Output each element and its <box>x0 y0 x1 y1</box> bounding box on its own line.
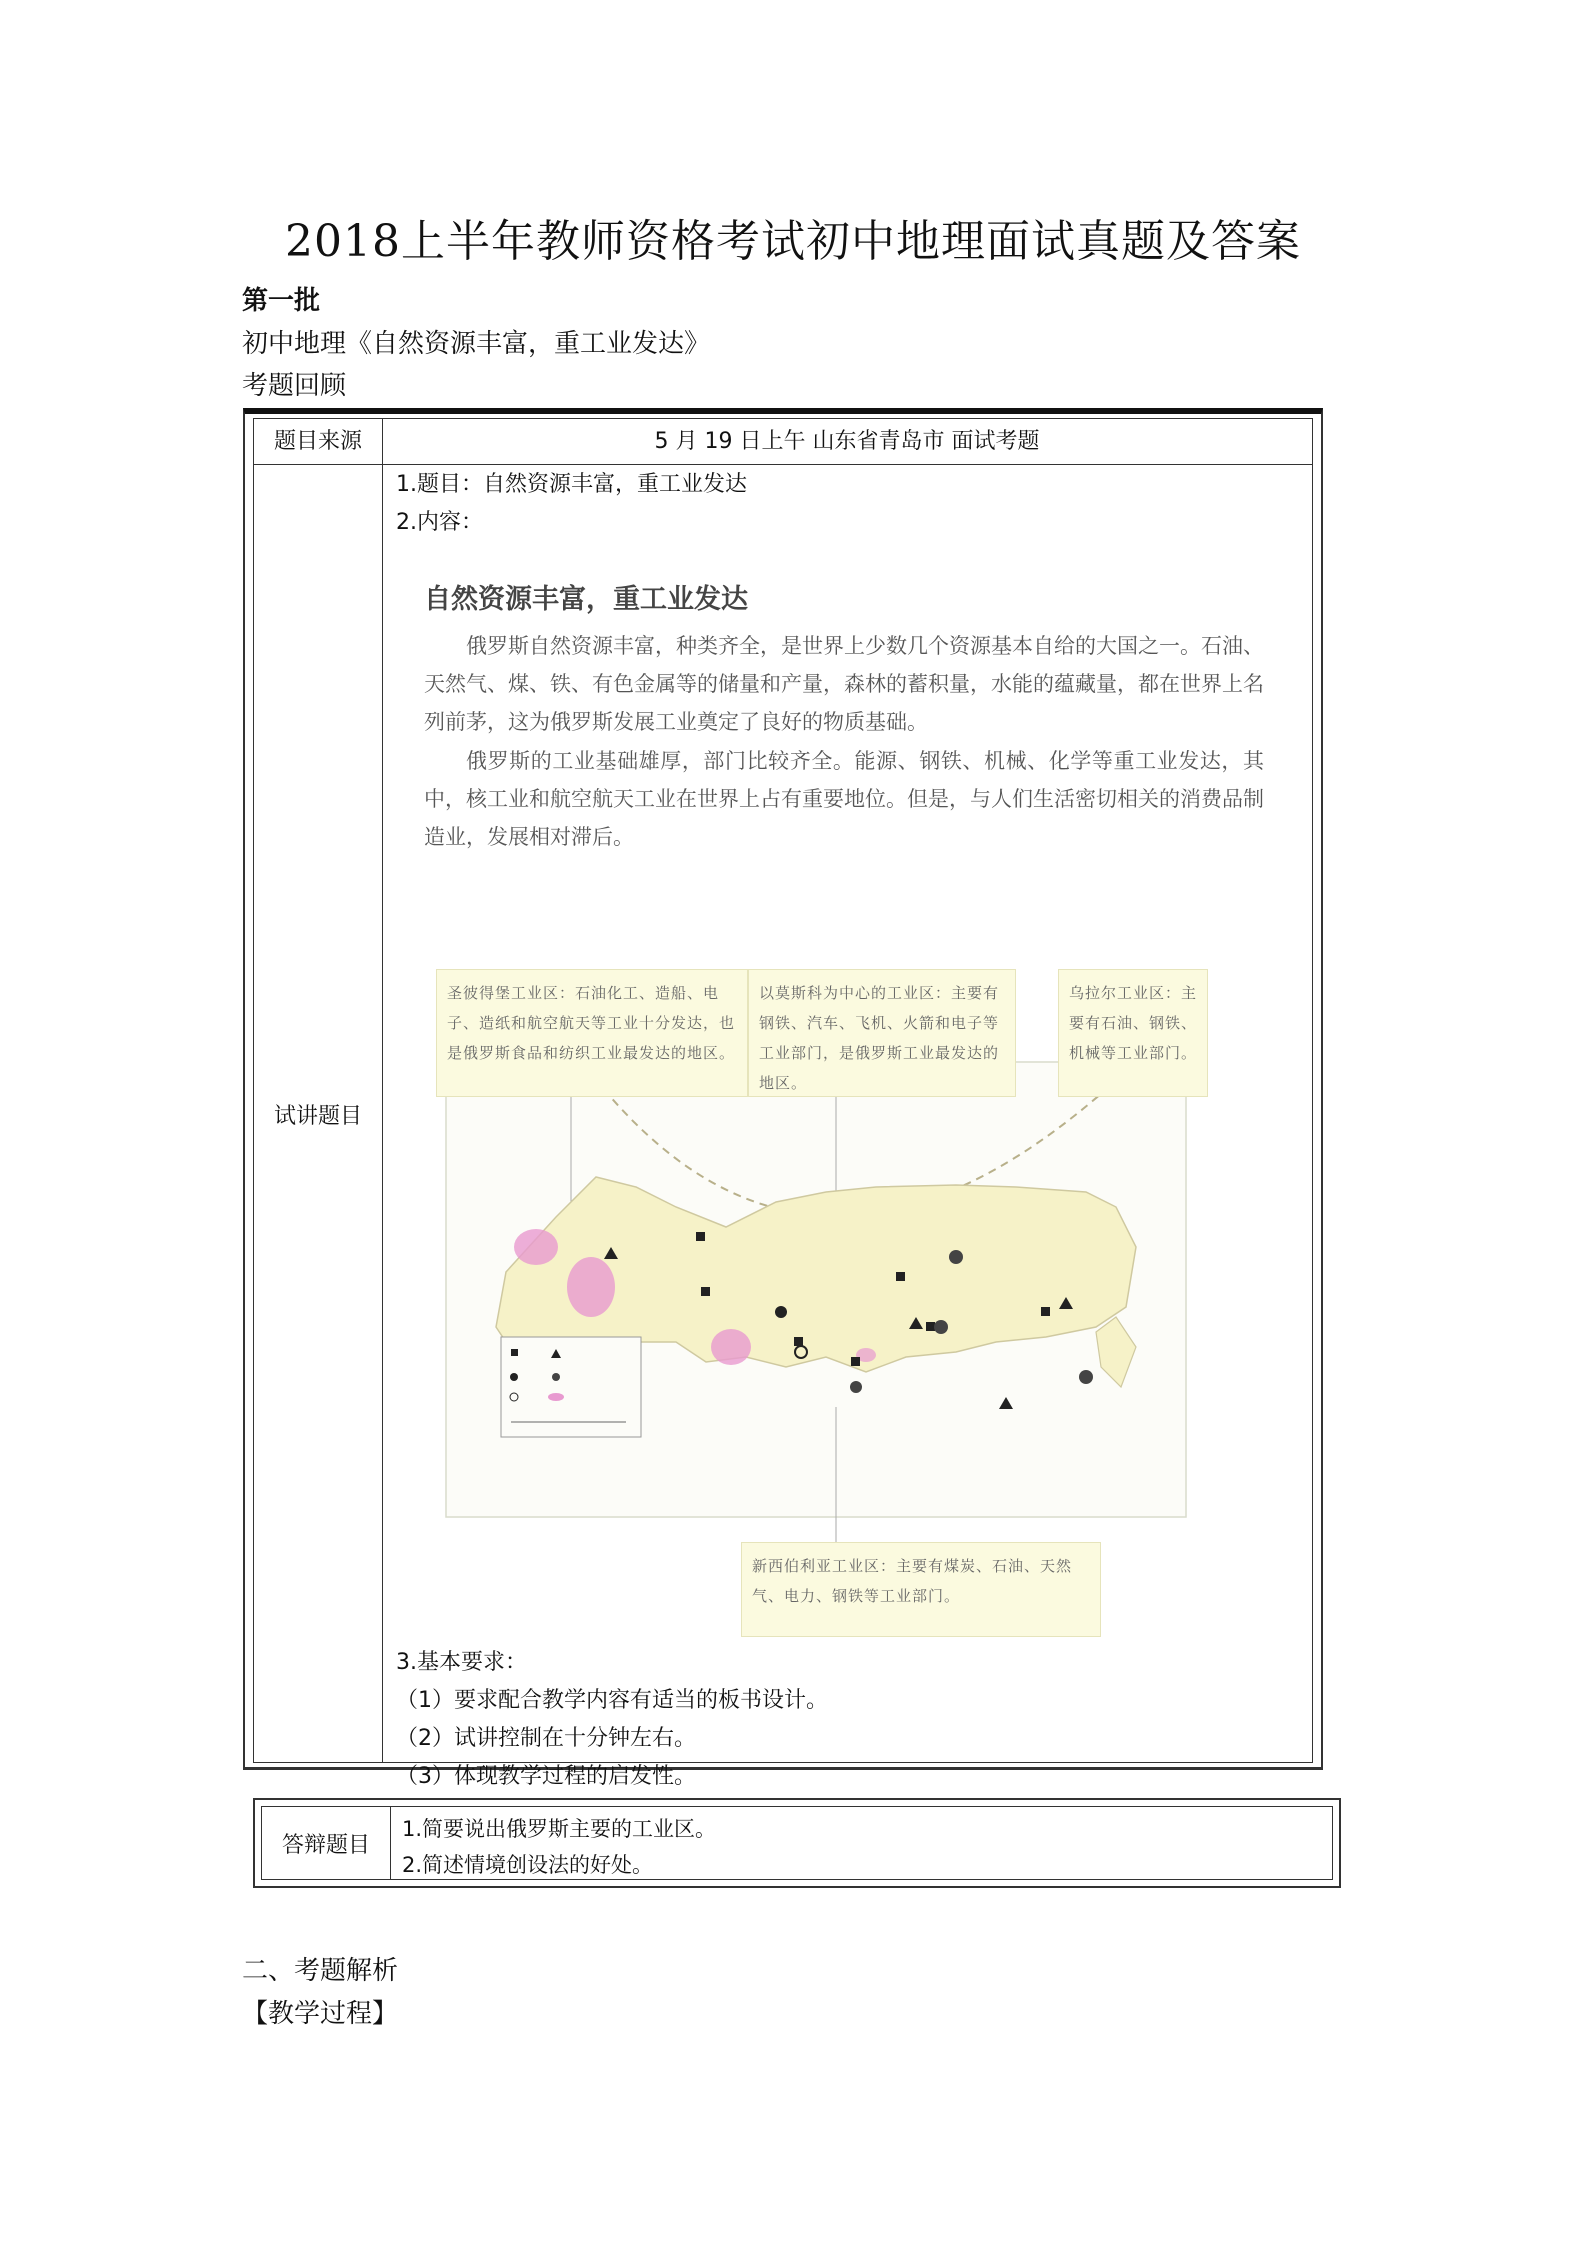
mixed-symbol <box>949 1250 963 1264</box>
callout-ural: 乌拉尔工业区：主要有石油、钢铁、机械等工业部门。 <box>1058 969 1208 1097</box>
zone-siberia <box>711 1329 751 1365</box>
requirement-1: （1）要求配合教学内容有适当的板书设计。 <box>396 1688 828 1713</box>
source-label: 题目来源 <box>273 429 362 454</box>
oil-symbol <box>775 1306 787 1318</box>
legend-zone <box>548 1393 564 1401</box>
callout-siberia: 新西伯利亚工业区：主要有煤炭、石油、天然气、电力、钢铁等工业部门。 <box>741 1542 1101 1637</box>
document-title: 2018上半年教师资格考试初中地理面试真题及答案 <box>285 216 1301 267</box>
coal-symbol <box>794 1337 803 1346</box>
requirement-2: （2）试讲控制在十分钟左右。 <box>396 1726 696 1751</box>
subject-line: 初中地理《自然资源丰富，重工业发达》 <box>242 329 711 359</box>
coal-symbol <box>696 1232 705 1241</box>
requirements-title: 3.基本要求： <box>396 1650 527 1675</box>
mixed-symbol <box>934 1320 948 1334</box>
requirement-3: （3）体现教学过程的启发性。 <box>396 1764 696 1789</box>
defense-label: 答辩题目 <box>262 1807 391 1879</box>
coal-symbol <box>1041 1307 1050 1316</box>
defense-question-2: 2.简述情境创设法的好处。 <box>402 1853 654 1877</box>
content-label: 2.内容： <box>396 510 483 535</box>
coal-symbol <box>926 1322 935 1331</box>
coal-symbol <box>896 1272 905 1281</box>
source-value: 5 月 19 日上午 山东省青岛市 面试考题 <box>654 429 1040 454</box>
paragraph-2: 俄罗斯的工业基础雄厚，部门比较齐全。能源、钢铁、机械、化学等重工业发达，其中，核工业和航空航天工业在世界上占有重要地位。但是，与人们生活密切相关的消费品制造业，发展相对滞后。 <box>424 749 1264 849</box>
mixed-symbol <box>850 1381 862 1393</box>
defense-question-1: 1.简要说出俄罗斯主要的工业区。 <box>402 1817 717 1841</box>
coal-symbol <box>701 1287 710 1296</box>
defense-table <box>253 1798 1341 1888</box>
exam-table <box>243 408 1323 1789</box>
lecture-content <box>396 467 1298 1789</box>
lesson-title: 自然资源丰富，重工业发达 <box>424 584 748 615</box>
lecture-label: 试讲题目 <box>273 1104 362 1129</box>
legend-coal <box>511 1349 518 1356</box>
legend-mixed <box>552 1373 560 1381</box>
coal-symbol <box>851 1357 860 1366</box>
teaching-process-heading: 【教学过程】 <box>242 1999 399 2029</box>
batch-heading: 第一批 <box>242 286 321 316</box>
zone-stpetersburg <box>514 1229 558 1265</box>
topic-line: 1.题目：自然资源丰富，重工业发达 <box>396 472 747 497</box>
mixed-symbol <box>1079 1370 1093 1384</box>
callout-stpetersburg: 圣彼得堡工业区：石油化工、造船、电子、造纸和航空航天等工业十分发达，也是俄罗斯食品和纺织工业最发达的地区。 <box>436 969 748 1097</box>
zone-moscow <box>567 1257 615 1317</box>
callout-moscow: 以莫斯科为中心的工业区：主要有钢铁、汽车、飞机、火箭和电子等工业部门，是俄罗斯工业最发达的地区。 <box>748 969 1016 1097</box>
section-2-heading: 二、考题解析 <box>242 1956 399 1986</box>
paragraph-1: 俄罗斯自然资源丰富，种类齐全，是世界上少数几个资源基本自给的大国之一。石油、天然气、煤、铁、有色金属等的储量和产量，森林的蓄积量，水能的蕴藏量，都在世界上名列前茅，这为俄罗斯发展工业奠定了良好的物质基础。 <box>424 634 1264 734</box>
review-heading: 考题回顾 <box>242 371 347 401</box>
legend-oil <box>510 1373 518 1381</box>
